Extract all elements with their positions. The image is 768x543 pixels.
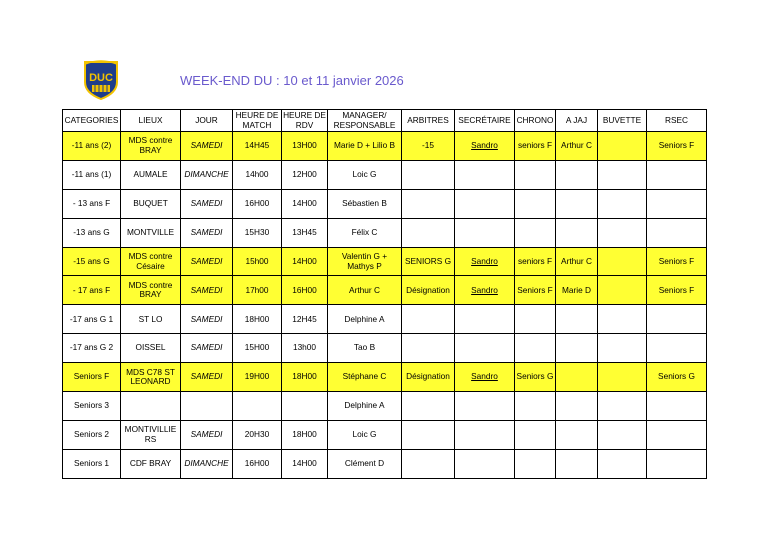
cell-manager: Stéphane C <box>328 363 402 392</box>
cell-referees <box>402 449 455 478</box>
cell-day: SAMEDI <box>181 334 233 363</box>
header-secretary: SECRÉTAIRE <box>455 110 515 132</box>
table-row <box>63 132 707 161</box>
table-row <box>63 392 707 421</box>
cell-meeting-time: 18H00 <box>282 420 328 449</box>
cell-rsec <box>647 189 707 218</box>
table-row <box>63 218 707 247</box>
cell-meeting-time: 14H00 <box>282 449 328 478</box>
cell-location: AUMALE <box>121 160 181 189</box>
cell-location <box>121 392 181 421</box>
table-row <box>63 189 707 218</box>
cell-refreshments <box>598 218 647 247</box>
cell-manager: Valentin G + Mathys P <box>328 247 402 276</box>
table-row <box>63 276 707 305</box>
cell-refreshments <box>598 392 647 421</box>
cell-manager: Félix C <box>328 218 402 247</box>
cell-meeting-time: 13h00 <box>282 334 328 363</box>
cell-rsec <box>647 218 707 247</box>
header-category: CATEGORIES <box>63 110 121 132</box>
cell-rsec: Seniors F <box>647 276 707 305</box>
cell-category: -13 ans G <box>63 218 121 247</box>
cell-manager: Delphine A <box>328 305 402 334</box>
cell-refreshments <box>598 449 647 478</box>
cell-day: SAMEDI <box>181 363 233 392</box>
cell-rsec: Seniors F <box>647 247 707 276</box>
cell-day: SAMEDI <box>181 132 233 161</box>
cell-match-time: 14H45 <box>233 132 282 161</box>
header-meeting-time: HEURE DE RDV <box>283 109 326 130</box>
header-referees: ARBITRES <box>402 110 455 132</box>
cell-location: MDS contre Césaire <box>121 247 181 276</box>
cell-secretary: Sandro <box>455 247 515 276</box>
cell-referees: SENIORS G <box>402 247 455 276</box>
cell-location: MDS contre BRAY <box>121 276 181 305</box>
cell-category: Seniors 2 <box>63 420 121 449</box>
cell-timekeeper <box>515 420 556 449</box>
cell-jaj: Arthur C <box>556 132 598 161</box>
cell-rsec <box>647 420 707 449</box>
cell-rsec <box>647 392 707 421</box>
cell-jaj: Arthur C <box>556 247 598 276</box>
cell-secretary <box>455 189 515 218</box>
cell-jaj <box>556 363 598 392</box>
cell-category: -11 ans (2) <box>63 132 121 161</box>
cell-category: Seniors F <box>63 363 121 392</box>
cell-location: OISSEL <box>121 334 181 363</box>
cell-refreshments <box>598 363 647 392</box>
cell-meeting-time <box>282 392 328 421</box>
cell-manager: Clément D <box>328 449 402 478</box>
table-row <box>63 420 707 449</box>
cell-day: DIMANCHE <box>181 160 233 189</box>
header-manager: MANAGER/ RESPONSABLE <box>328 110 402 132</box>
cell-rsec: Seniors G <box>647 363 707 392</box>
cell-jaj <box>556 189 598 218</box>
cell-referees: -15 <box>402 132 455 161</box>
cell-day: SAMEDI <box>181 218 233 247</box>
logo-text: DUC <box>89 72 113 84</box>
cell-day <box>181 392 233 421</box>
cell-referees <box>402 334 455 363</box>
cell-secretary: Sandro <box>455 276 515 305</box>
cell-category: -15 ans G <box>63 247 121 276</box>
cell-manager: Marie D + Lilio B <box>328 132 402 161</box>
cell-match-time <box>233 392 282 421</box>
schedule-table <box>62 109 707 479</box>
cell-location: MONTVILLE <box>121 218 181 247</box>
cell-location: CDF BRAY <box>121 449 181 478</box>
cell-referees <box>402 392 455 421</box>
cell-match-time: 16H00 <box>233 449 282 478</box>
cell-rsec <box>647 160 707 189</box>
cell-meeting-time: 12H45 <box>282 305 328 334</box>
club-logo <box>82 60 120 100</box>
cell-day: DIMANCHE <box>181 449 233 478</box>
cell-timekeeper: seniors F <box>515 132 556 161</box>
cell-timekeeper <box>515 218 556 247</box>
header-jaj: A JAJ <box>556 110 598 132</box>
header-match-time: HEURE DE MATCH <box>233 110 282 132</box>
cell-jaj: Marie D <box>556 276 598 305</box>
cell-secretary <box>455 334 515 363</box>
cell-manager: Sébastien B <box>328 189 402 218</box>
cell-referees <box>402 218 455 247</box>
cell-category: Seniors 3 <box>63 392 121 421</box>
cell-match-time: 15h00 <box>233 247 282 276</box>
cell-timekeeper: Seniors G <box>515 363 556 392</box>
cell-secretary <box>455 420 515 449</box>
cell-timekeeper <box>515 305 556 334</box>
page-title: WEEK-END DU : 10 et 11 janvier 2026 <box>180 73 404 88</box>
cell-timekeeper: seniors F <box>515 247 556 276</box>
header-rsec: RSEC <box>647 110 707 132</box>
cell-secretary <box>455 392 515 421</box>
cell-rsec: Seniors F <box>647 132 707 161</box>
cell-meeting-time: 18H00 <box>282 363 328 392</box>
cell-timekeeper: Seniors F <box>515 276 556 305</box>
cell-refreshments <box>598 420 647 449</box>
cell-meeting-time: 14H00 <box>282 247 328 276</box>
table-row <box>63 305 707 334</box>
cell-category: -11 ans (1) <box>63 160 121 189</box>
header-refreshments: BUVETTE <box>598 110 647 132</box>
cell-meeting-time: 16H00 <box>282 276 328 305</box>
cell-secretary <box>455 160 515 189</box>
cell-secretary <box>455 305 515 334</box>
header-row <box>63 110 707 132</box>
cell-refreshments <box>598 189 647 218</box>
cell-match-time: 16H00 <box>233 189 282 218</box>
header-location: LIEUX <box>121 110 181 132</box>
cell-timekeeper <box>515 189 556 218</box>
cell-location: BUQUET <box>121 189 181 218</box>
cell-manager: Loic G <box>328 160 402 189</box>
cell-match-time: 19H00 <box>233 363 282 392</box>
cell-refreshments <box>598 305 647 334</box>
cell-referees <box>402 305 455 334</box>
cell-secretary: Sandro <box>455 363 515 392</box>
header-day: JOUR <box>181 110 233 132</box>
cell-day: SAMEDI <box>181 276 233 305</box>
cell-manager: Delphine A <box>328 392 402 421</box>
cell-location: ST LO <box>121 305 181 334</box>
cell-jaj <box>556 218 598 247</box>
cell-category: - 17 ans F <box>63 276 121 305</box>
cell-meeting-time: 13H45 <box>282 218 328 247</box>
cell-secretary <box>455 218 515 247</box>
cell-manager: Tao B <box>328 334 402 363</box>
cell-refreshments <box>598 247 647 276</box>
cell-refreshments <box>598 160 647 189</box>
table-row <box>63 247 707 276</box>
cell-match-time: 15H00 <box>233 334 282 363</box>
cell-match-time: 20H30 <box>233 420 282 449</box>
cell-timekeeper <box>515 334 556 363</box>
cell-category: Seniors 1 <box>63 449 121 478</box>
cell-meeting-time: 12H00 <box>282 160 328 189</box>
cell-match-time: 14h00 <box>233 160 282 189</box>
table-row <box>63 160 707 189</box>
cell-referees: Désignation <box>402 276 455 305</box>
cell-jaj <box>556 449 598 478</box>
cell-refreshments <box>598 334 647 363</box>
cell-rsec <box>647 305 707 334</box>
cell-day: SAMEDI <box>181 189 233 218</box>
cell-match-time: 18H00 <box>233 305 282 334</box>
cell-category: - 13 ans F <box>63 189 121 218</box>
cell-referees <box>402 189 455 218</box>
cell-rsec <box>647 449 707 478</box>
cell-category: -17 ans G 1 <box>63 305 121 334</box>
cell-referees: Désignation <box>402 363 455 392</box>
schedule-body <box>63 132 707 479</box>
cell-timekeeper <box>515 392 556 421</box>
cell-meeting-time: 14H00 <box>282 189 328 218</box>
cell-location: MDS contre BRAY <box>121 132 181 161</box>
cell-secretary: Sandro <box>455 132 515 161</box>
cell-meeting-time: 13H00 <box>282 132 328 161</box>
cell-match-time: 15H30 <box>233 218 282 247</box>
cell-category: -17 ans G 2 <box>63 334 121 363</box>
header-timekeeper: CHRONO <box>515 110 556 132</box>
cell-referees <box>402 420 455 449</box>
cell-manager: Loic G <box>328 420 402 449</box>
table-row <box>63 449 707 478</box>
cell-jaj <box>556 420 598 449</box>
cell-refreshments <box>598 276 647 305</box>
cell-day: SAMEDI <box>181 420 233 449</box>
table-row <box>63 334 707 363</box>
cell-jaj <box>556 305 598 334</box>
cell-jaj <box>556 392 598 421</box>
cell-location: MONTIVILLIERS <box>121 420 181 449</box>
cell-rsec <box>647 334 707 363</box>
cell-jaj <box>556 160 598 189</box>
cell-timekeeper <box>515 160 556 189</box>
cell-secretary <box>455 449 515 478</box>
cell-referees <box>402 160 455 189</box>
cell-match-time: 17h00 <box>233 276 282 305</box>
cell-jaj <box>556 334 598 363</box>
cell-location: MDS C78 ST LEONARD <box>121 363 181 392</box>
cell-manager: Arthur C <box>328 276 402 305</box>
cell-day: SAMEDI <box>181 247 233 276</box>
cell-timekeeper <box>515 449 556 478</box>
cell-day: SAMEDI <box>181 305 233 334</box>
cell-refreshments <box>598 132 647 161</box>
table-row <box>63 363 707 392</box>
